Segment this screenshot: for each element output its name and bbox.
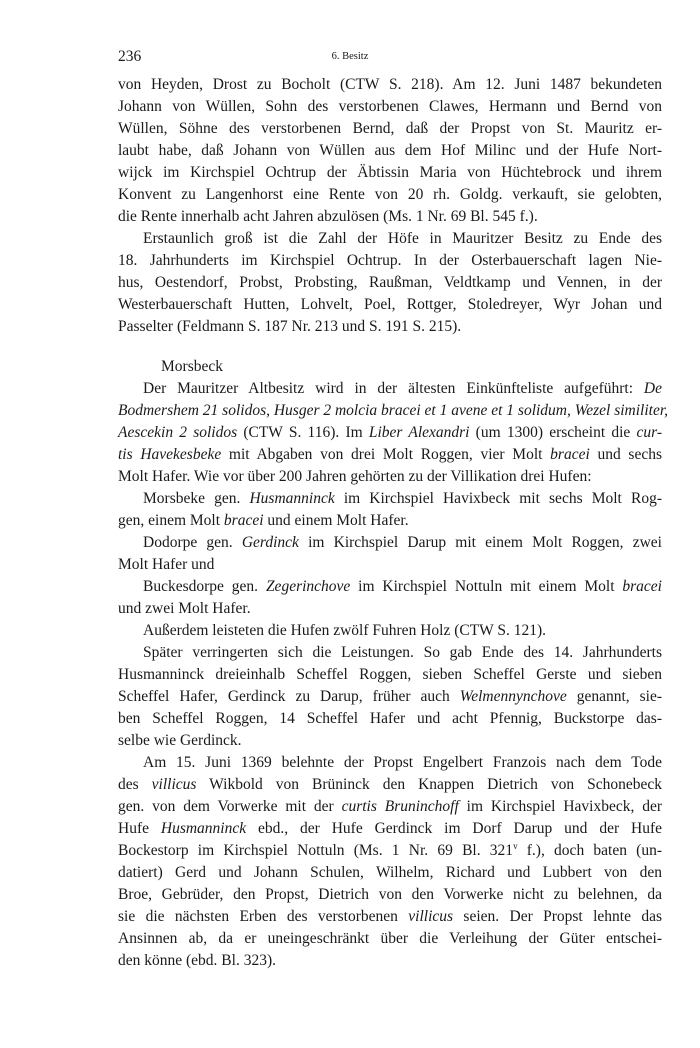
text-line [118, 184, 662, 206]
italic-run: Gerdinck [241, 534, 299, 551]
text-line [118, 444, 662, 466]
text-run: Erstaunlich groß ist die Zahl der Höfe in Mauritzer Besitz zu Ende des [143, 230, 662, 247]
text-run: im Kirchspiel Havixbeck, der [458, 798, 663, 815]
text-run: und sechs [589, 446, 662, 463]
text-run: von Heyden, Drost zu Bocholt (CTW S. 218). Am 12. Juni 1487 bekundeten [118, 76, 662, 93]
text-line [118, 400, 669, 422]
text-run: Außerdem leisteten die Hufen zwölf Fuhren Holz (CTW S. 121). [143, 622, 547, 639]
text-line [118, 228, 662, 250]
paragraph [118, 620, 662, 642]
text-run: seien. Der Propst lehnte das [453, 908, 662, 925]
italic-run: bracei [223, 512, 264, 529]
running-head: 6. Besitz [331, 51, 369, 62]
text-run: Wüllen, Söhne des verstorbenen Bernd, daß der Propst von St. Mauritz er- [118, 120, 662, 137]
italic-run: villicus [151, 776, 197, 793]
paragraph [118, 228, 662, 338]
text-line [118, 206, 662, 228]
text-line [118, 664, 662, 686]
text-line [118, 884, 662, 906]
text-run: Wikbold von Brüninck den Knappen Dietrich von Schonebeck [196, 776, 662, 793]
text-run: des [118, 776, 152, 793]
text-run: (CTW S. 116). Im [237, 424, 369, 441]
text-run: ebd., der Hufe Gerdinck im Dorf Darup und der Hufe [246, 820, 662, 837]
text-line [118, 620, 662, 642]
text-run: im Kirchspiel Nottuln mit einem Molt [350, 578, 623, 595]
text-line [118, 554, 662, 576]
text-run: selbe wie Gerdinck. [118, 732, 242, 749]
text-line [118, 840, 662, 862]
text-line [118, 818, 662, 840]
text-run: Passelter (Feldmann S. 187 Nr. 213 und S. 191 S. 215). [118, 318, 462, 335]
text-line [118, 950, 662, 972]
text-line [118, 294, 662, 316]
section-heading: Morsbeck [161, 358, 223, 375]
text-run: Ansinnen ab, da er uneingeschränkt über die Verleihung der Güter entschei- [118, 930, 662, 947]
italic-run: Welmennynchove [459, 688, 567, 705]
text-run: f.), doch baten (un- [517, 842, 663, 859]
text-run: ben Scheffel Roggen, 14 Scheffel Hafer und acht Pfennig, Buckstorpe das- [118, 710, 662, 727]
text-run: Johann von Wüllen, Sohn des verstorbenen Clawes, Hermann und Bernd von [118, 98, 662, 115]
text-line [118, 74, 662, 96]
text-run: den könne (ebd. Bl. 323). [118, 952, 276, 969]
text-run: Broe, Gebrüder, den Propst, Dietrich von den Vorwerke nicht zu belehnen, da [118, 886, 662, 903]
text-run: im Kirchspiel Darup mit einem Molt Roggen, zwei [298, 534, 662, 551]
text-run: und einem Molt Hafer. [263, 512, 409, 529]
italic-run: Husmanninck [160, 820, 247, 837]
text-line [118, 576, 662, 598]
text-run: (um 1300) erscheint die [469, 424, 637, 441]
text-run: gen. von dem Vorwerke mit der [118, 798, 342, 815]
italic-run: Aescekin 2 solidos [118, 424, 238, 441]
text-line [118, 96, 662, 118]
text-run: im Kirchspiel Havixbeck mit sechs Molt Rog- [334, 490, 662, 507]
text-run: Husmanninck dreieinhalb Scheffel Roggen, sieben Scheffel Gerste und sieben [118, 666, 662, 683]
body-text [118, 74, 669, 972]
text-run: Am 15. Juni 1369 belehnte der Propst Engelbert Franzois nach dem Tode [143, 754, 662, 771]
text-line [118, 378, 662, 400]
text-run: sie die nächsten Erben des verstorbenen [118, 908, 409, 925]
text-run: laubt habe, daß Johann von Wüllen aus dem Hof Milinc und der Hufe Nort- [118, 142, 662, 159]
text-line [118, 730, 662, 752]
text-run: Bockestorp im Kirchspiel Nottuln (Ms. 1 Nr. 69 Bl. 321 [118, 842, 514, 859]
text-run: die Rente innerhalb acht Jahren abzulösen (Ms. 1 Nr. 69 Bl. 545 f.). [118, 208, 538, 225]
text-line [118, 466, 662, 488]
italic-run: curtis Bruninchoff [341, 798, 459, 815]
text-line [118, 316, 662, 338]
paragraph [118, 74, 662, 228]
superscript: v [513, 840, 518, 851]
text-line [118, 250, 662, 272]
text-run: Molt Hafer und [118, 556, 215, 573]
text-line [118, 598, 662, 620]
italic-run: cur- [636, 424, 662, 441]
text-run: gen, einem Molt [118, 512, 224, 529]
text-run: wijck im Kirchspiel Ochtrup der Äbtissin Maria von Hüchtebrock und ihrem [118, 164, 662, 181]
text-run: Westerbauerschaft Hutten, Lohvelt, Poel, Rottger, Stoledreyer, Wyr Johan und [118, 296, 662, 313]
text-run: Hufe [118, 820, 161, 837]
paragraph [118, 532, 662, 576]
paragraph [118, 752, 662, 972]
italic-run: tis Havekesbeke [118, 446, 222, 463]
text-run: Der Mauritzer Altbesitz wird in der ältesten Einkünfteliste aufgeführt: [143, 380, 644, 397]
text-line [118, 162, 662, 184]
italic-run: Bodmershem 21 solidos, Husger 2 molcia bracei et 1 avene et 1 solidum, Wezel similiter, [118, 402, 669, 419]
text-run: Buckesdorpe gen. [143, 578, 266, 595]
text-run: genannt, sie- [566, 688, 662, 705]
page-number: 236 [118, 48, 142, 65]
text-run: Dodorpe gen. [143, 534, 242, 551]
text-line [118, 774, 662, 796]
text-run: Morsbeke gen. [143, 490, 250, 507]
text-line [118, 140, 662, 162]
text-line [118, 272, 662, 294]
italic-run: Zegerinchove [265, 578, 351, 595]
text-line [118, 796, 662, 818]
text-run: 18. Jahrhunderts im Kirchspiel Ochtrup. In der Osterbauerschaft lagen Nie- [118, 252, 662, 269]
text-run: hus, Oestendorf, Probst, Probsting, Raußman, Veldtkamp und Vennen, in der [118, 274, 662, 291]
text-run: Molt Hafer. Wie vor über 200 Jahren gehörten zu der Villikation drei Hufen: [118, 468, 592, 485]
paragraph [118, 488, 662, 532]
text-run: Später verringerten sich die Leistungen. So gab Ende des 14. Jahrhunderts [143, 644, 662, 661]
italic-run: Husmanninck [249, 490, 335, 507]
text-line [118, 642, 662, 664]
text-line [118, 422, 662, 444]
paragraph [118, 576, 662, 620]
text-line [118, 488, 662, 510]
italic-run: De [643, 380, 662, 397]
text-run: mit Abgaben von drei Molt Roggen, vier Molt [221, 446, 551, 463]
paragraph [118, 642, 662, 752]
text-run: und zwei Molt Hafer. [118, 600, 251, 617]
text-line [118, 510, 662, 532]
text-line [118, 928, 662, 950]
text-run: Konvent zu Langenhorst eine Rente von 20 rh. Goldg. verkauft, sie gelobten, [118, 186, 662, 203]
paragraph [118, 378, 669, 488]
text-run: datiert) Gerd und Johann Schulen, Wilhelm, Richard und Lubbert von den [118, 864, 662, 881]
text-line [118, 686, 662, 708]
text-line [118, 862, 662, 884]
text-line [118, 906, 662, 928]
italic-run: Liber Alexandri [368, 424, 470, 441]
italic-run: bracei [622, 578, 662, 595]
text-line [118, 118, 662, 140]
text-line [118, 708, 662, 730]
italic-run: villicus [408, 908, 454, 925]
italic-run: bracei [550, 446, 590, 463]
text-run: Scheffel Hafer, Gerdinck zu Darup, früher auch [118, 688, 460, 705]
text-line [118, 532, 662, 554]
text-line [118, 752, 662, 774]
